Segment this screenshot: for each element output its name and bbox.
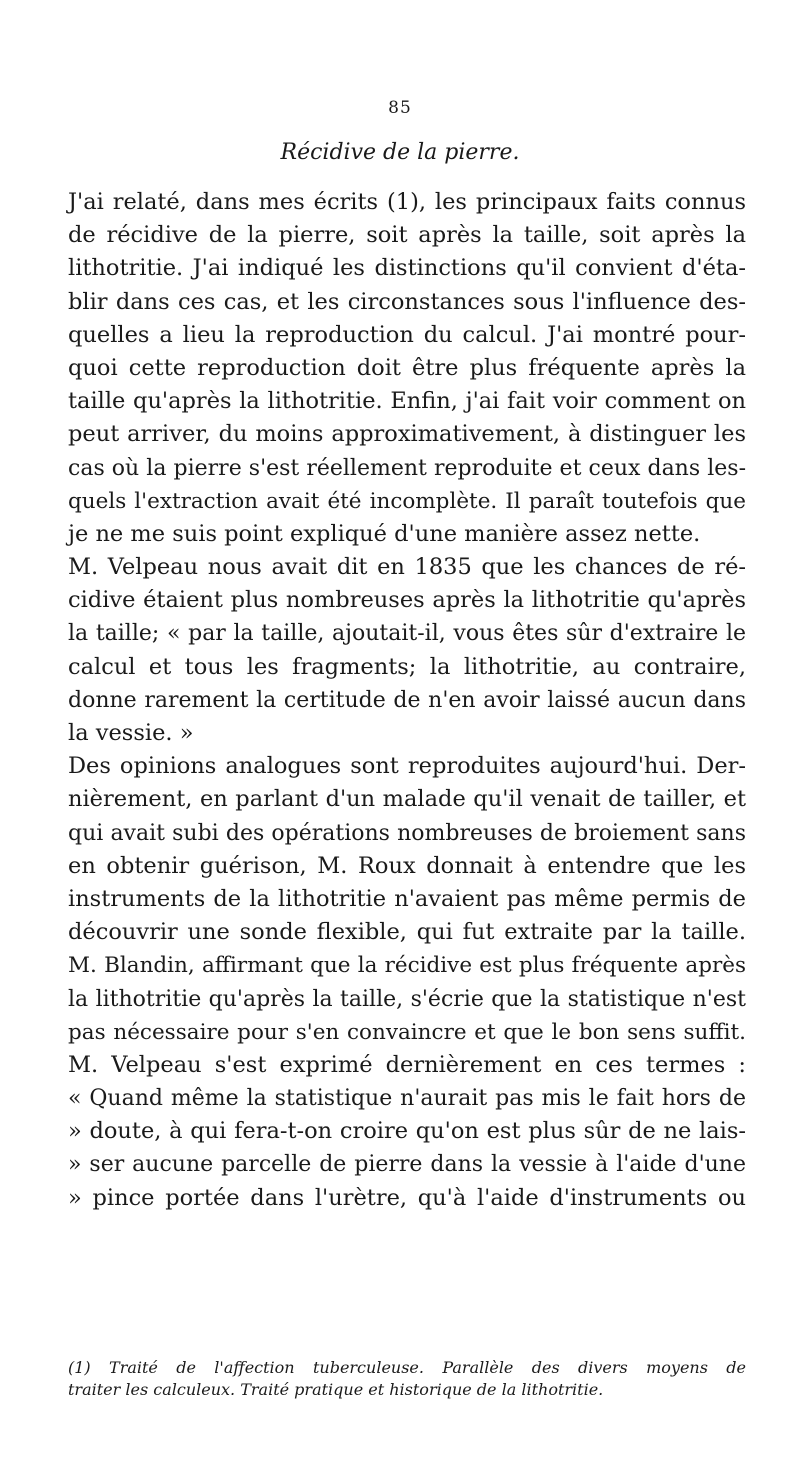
footnote-line: traiter les calculeux. Traité pratique et historique de la lithotritie. xyxy=(68,1380,604,1399)
body-line: J'ai relaté, dans mes écrits (1), les principaux faits connus xyxy=(68,189,746,215)
body-line: nièrement, en parlant d'un malade qu'il venait de tailler, et xyxy=(68,786,746,813)
body-line: découvrir une sonde flexible, qui fut extraite par la taille. xyxy=(68,919,746,946)
body-line: cidive étaient plus nombreuses après la lithotritie qu'après xyxy=(68,587,746,614)
body-line: lithotritie. J'ai indiqué les distinctions qu'il convient d'éta- xyxy=(68,255,746,282)
body-line: en obtenir guérison, M. Roux donnait à entendre que les xyxy=(68,852,746,879)
body-line: quels l'extraction avait été incomplète. Il paraît toutefois que xyxy=(68,488,746,514)
section-title: Récidive de la pierre. xyxy=(280,140,520,165)
body-line: quoi cette reproduction doit être plus fréquente après la xyxy=(68,354,746,381)
body-line: taille qu'après la lithotritie. Enfin, j'ai fait voir comment on xyxy=(68,388,746,415)
body-line: de récidive de la pierre, soit après la taille, soit après la xyxy=(68,222,746,249)
body-line: M. Velpeau s'est exprimé dernièrement en ces termes : xyxy=(68,1051,746,1078)
body-line: » doute, à qui fera-t-on croire qu'on est plus sûr de ne lais- xyxy=(68,1118,746,1145)
body-line: calcul et tous les fragments; la lithotritie, au contraire, xyxy=(68,653,746,680)
body-line: la lithotritie qu'après la taille, s'écrie que la statistique n'est xyxy=(68,986,746,1012)
body-text xyxy=(68,186,746,1215)
body-line: je ne me suis point expliqué d'une manière assez nette. xyxy=(68,520,701,547)
body-line: Des opinions analogues sont reproduites aujourd'hui. Der- xyxy=(68,753,746,780)
body-line: donne rarement la certitude de n'en avoir laissé aucun dans xyxy=(68,687,746,713)
body-line: cas où la pierre s'est réellement reproduite et ceux dans les- xyxy=(68,455,746,481)
footnote xyxy=(68,1357,746,1401)
body-line: quelles a lieu la reproduction du calcul. J'ai montré pour- xyxy=(68,321,746,348)
body-line: blir dans ces cas, et les circonstances sous l'influence des- xyxy=(68,288,746,315)
body-line: » pince portée dans l'urètre, qu'à l'aide d'instruments ou xyxy=(68,1184,746,1211)
body-line: M. Blandin, affirmant que la récidive est plus fréquente après xyxy=(68,953,746,979)
body-line: la taille; « par la taille, ajoutait-il, vous êtes sûr d'extraire le xyxy=(68,621,746,647)
body-line: qui avait subi des opérations nombreuses de broiement sans xyxy=(68,820,746,846)
body-line: » ser aucune parcelle de pierre dans la vessie à l'aide d'une xyxy=(68,1152,746,1178)
body-line: « Quand même la statistique n'aurait pas mis le fait hors de xyxy=(68,1086,746,1112)
body-line: peut arriver, du moins approximativement, à distinguer les xyxy=(68,421,746,448)
body-line: M. Velpeau nous avait dit en 1835 que les chances de ré- xyxy=(68,554,746,581)
body-line: la vessie. » xyxy=(68,720,194,746)
body-line: pas nécessaire pour s'en convaincre et que le bon sens suffit. xyxy=(68,1019,746,1045)
footnote-line: (1) Traité de l'affection tuberculeuse. Parallèle des divers moyens de xyxy=(68,1358,746,1377)
body-line: instruments de la lithotritie n'avaient pas même permis de xyxy=(68,885,746,912)
page-number: 85 xyxy=(388,98,412,118)
